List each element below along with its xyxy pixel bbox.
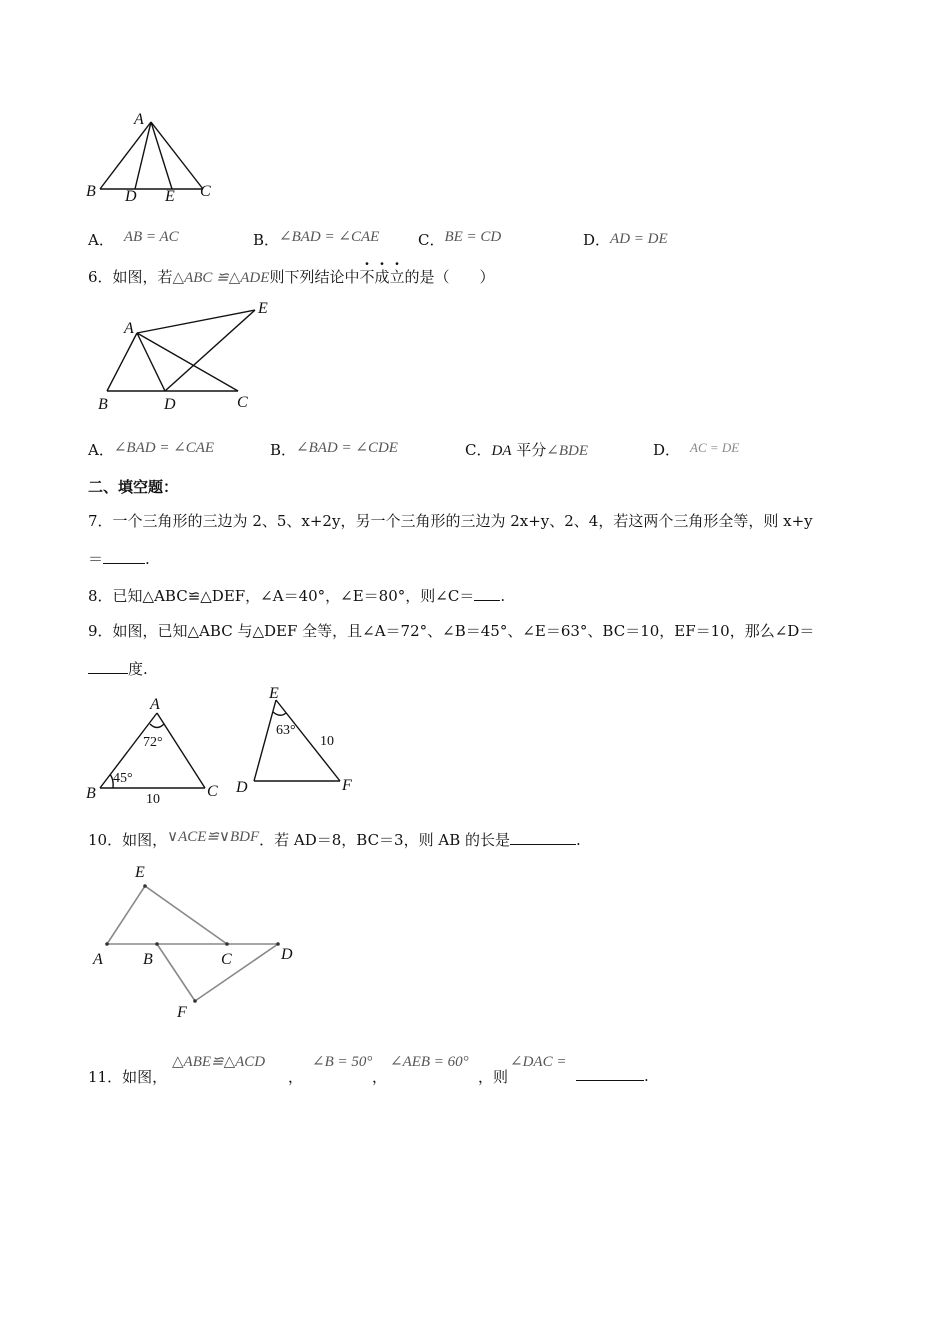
q11-math-angle-aeb: ∠AEB = 60°	[390, 1054, 469, 1070]
segment-fd	[195, 944, 278, 1001]
point-c	[225, 942, 229, 946]
q10-line	[88, 829, 581, 850]
option-letter: B．	[253, 231, 280, 249]
label-c: C	[237, 394, 248, 411]
label-a: A	[93, 951, 103, 968]
label-a: A	[134, 111, 144, 128]
q11-math-angle-b: ∠B = 50°	[312, 1054, 373, 1070]
label-f: F	[342, 777, 352, 794]
q7-period: .	[145, 550, 150, 568]
option-letter: B．	[270, 441, 297, 459]
option-text: 平分	[511, 441, 547, 459]
q6-text-before: 则下列结论中	[269, 268, 360, 286]
q6-prefix: 6．如图，若	[88, 268, 173, 286]
q10-prefix: 10．如图，	[88, 831, 168, 849]
q6-stem	[88, 266, 495, 287]
figure-q10-triangles	[85, 858, 310, 1023]
option-math: AC = DE	[690, 440, 740, 455]
q11-math-congruence: △ABE≌△ACD	[172, 1054, 266, 1070]
segment-ae	[137, 310, 255, 333]
q10-answer-blank[interactable]	[510, 830, 576, 845]
q6-text-after: 的是（ ）	[404, 268, 495, 286]
segment-ac	[151, 122, 203, 189]
q9-answer-blank[interactable]	[88, 659, 128, 674]
label-b: B	[86, 183, 96, 200]
label-a: A	[150, 696, 160, 713]
angle-b-value: 45°	[113, 771, 133, 786]
label-f: F	[177, 1004, 187, 1021]
q11-answer-blank[interactable]	[576, 1066, 644, 1081]
figure-q5-triangle	[80, 105, 230, 210]
angle-arc-a	[150, 724, 164, 728]
q7-eq: ＝	[88, 550, 104, 568]
label-d: D	[236, 779, 248, 796]
option-math: ∠BAD = ∠CAE	[279, 229, 380, 245]
q6-emphasis-char: 立	[389, 268, 405, 286]
option-text: DA	[491, 443, 512, 459]
side-ef-value: 10	[320, 734, 334, 749]
label-d: D	[125, 188, 137, 205]
angle-e-value: 63°	[276, 723, 296, 738]
point-a	[105, 942, 109, 946]
q8-text: 8．已知△ABC≌△DEF，∠A＝40°，∠E＝80°，则∠C＝	[88, 587, 475, 605]
option-letter: C．	[418, 231, 445, 249]
q6-option-d[interactable]	[653, 439, 739, 460]
label-c: C	[200, 183, 211, 200]
option-math: ∠BAD = ∠CDE	[296, 440, 398, 456]
option-math: BE = CD	[444, 229, 502, 245]
q11-answer	[576, 1066, 649, 1085]
q10-period: .	[576, 831, 581, 849]
segment-de	[165, 310, 255, 391]
q5-option-b[interactable]	[253, 229, 379, 250]
label-d: D	[164, 396, 176, 413]
label-a: A	[124, 320, 134, 337]
q8-line	[88, 585, 505, 606]
option-letter: A．	[88, 441, 114, 459]
side-bc-value: 10	[146, 792, 160, 807]
option-math: AB = AC	[123, 229, 179, 245]
segment-ae	[151, 122, 172, 189]
q6-emphasis-char: 不	[359, 268, 375, 286]
q11-sep: ，	[372, 1068, 388, 1086]
option-letter: C．	[465, 441, 492, 459]
q11-then: ，则	[478, 1068, 509, 1086]
q10-math: ∨ACE≌∨BDF	[167, 829, 260, 845]
segment-ac	[137, 333, 238, 391]
option-math: ∠BAD = ∠CAE	[113, 440, 215, 456]
point-b	[155, 942, 159, 946]
figure-q9-triangles	[80, 684, 370, 809]
angle-a-value: 72°	[143, 735, 163, 750]
label-e: E	[165, 188, 175, 205]
segment-ec	[145, 886, 227, 944]
section-title: 二、填空题：	[88, 478, 179, 496]
point-e	[143, 884, 147, 888]
segment-ae	[107, 886, 145, 944]
q5-option-d[interactable]	[583, 229, 668, 250]
label-e: E	[258, 300, 268, 317]
q8-period: .	[500, 587, 506, 605]
q5-option-a[interactable]	[88, 229, 179, 250]
q11-period: .	[644, 1067, 649, 1085]
label-c: C	[221, 951, 232, 968]
segment-ed	[254, 700, 276, 781]
option-letter: A．	[88, 231, 114, 249]
q11-sep: ，	[288, 1068, 304, 1086]
q8-answer-blank[interactable]	[474, 586, 500, 601]
q9-line2	[88, 658, 148, 679]
option-letter: D．	[583, 231, 611, 249]
q7-line2	[88, 548, 150, 569]
q5-option-c[interactable]	[418, 229, 501, 250]
label-e: E	[269, 685, 279, 702]
label-d: D	[281, 946, 293, 963]
label-e: E	[135, 864, 145, 881]
q6-option-b[interactable]	[270, 439, 398, 460]
angle-arc-e	[273, 712, 286, 715]
label-c: C	[207, 783, 218, 800]
q6-math: △ABC ≌△ADE	[172, 270, 270, 286]
segment-bf	[157, 944, 195, 1001]
q9-unit: 度.	[128, 660, 148, 678]
q7-line1: 7．一个三角形的三边为 2、5、x+2y，另一个三角形的三边为 2x+y、2、4，若这两个三角形全等，则 x+y	[88, 512, 813, 530]
option-math: AD = DE	[610, 231, 668, 247]
figure-q6-triangles	[90, 295, 290, 417]
q11-prefix: 11．如图，	[88, 1068, 168, 1086]
q9-line1: 9．如图，已知△ABC 与△DEF 全等，且∠A＝72°、∠B＝45°、∠E＝63°、BC＝10，EF＝10，那么∠D＝	[88, 622, 815, 640]
q10-text: ．若 AD＝8，BC＝3，则 AB 的长是	[259, 831, 510, 849]
label-b: B	[98, 396, 108, 413]
point-d	[276, 942, 280, 946]
q6-option-c[interactable]	[465, 439, 588, 460]
label-b: B	[86, 785, 96, 802]
option-letter: D．	[653, 441, 681, 459]
option-math: ∠BDE	[546, 443, 588, 459]
q11-math-angle-dac: ∠DAC =	[510, 1054, 567, 1070]
q6-emphasis-char: 成	[374, 268, 390, 286]
q7-answer-blank[interactable]	[103, 549, 145, 564]
label-b: B	[143, 951, 153, 968]
q6-option-a[interactable]	[88, 439, 214, 460]
point-f	[193, 999, 197, 1003]
segment-ab	[107, 333, 137, 391]
